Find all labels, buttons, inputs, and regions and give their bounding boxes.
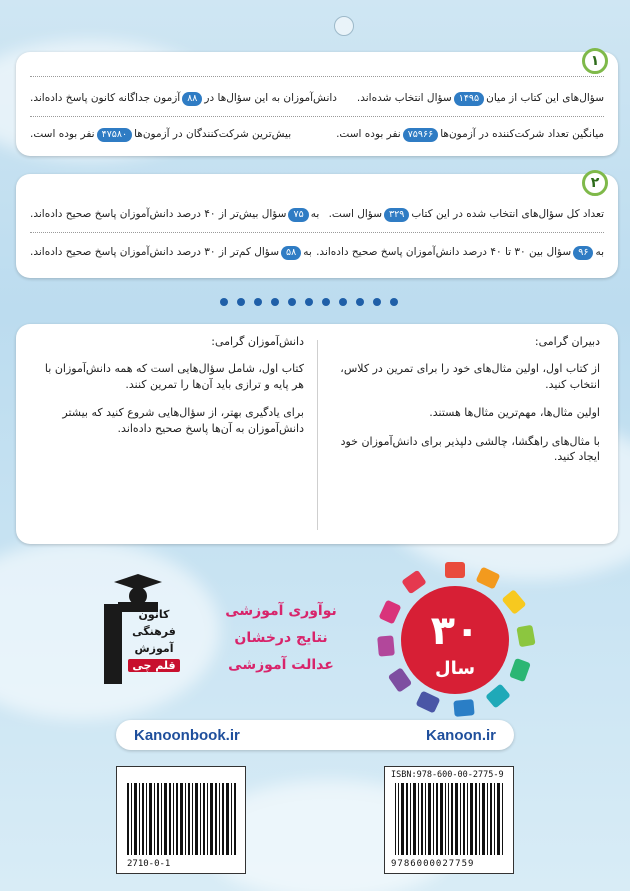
barcode-bars-icon [395,783,505,855]
kanoon-link[interactable]: Kanoon.ir [426,726,496,744]
internal-barcode [116,766,246,874]
stat-number-pill: ۹۶ [573,246,593,260]
slogan-line: نوآوری آموزشی [225,603,337,619]
logo-tag: قلم چی [128,659,179,672]
separator-dot [220,298,228,306]
binder-hole [334,16,354,36]
box-number-badge: ۲ [582,170,608,196]
separator-dot [339,298,347,306]
separator-dot [390,298,398,306]
stat-text: به۷۵سؤال بیش‌تر از ۴۰ درصد دانش‌آموزان پاسخ صحیح داده‌اند. [30,208,320,220]
slogan-line: عدالت آموزشی [228,657,334,673]
stat-text: دانش‌آموزان به این سؤال‌ها در۸۸آزمون جداگانه کانون پاسخ داده‌اند. [30,92,337,104]
stats-box-2 [16,174,618,278]
internal-code-text: 2710-0-1 [127,859,171,869]
students-paragraph: برای یادگیری بهتر، از سؤال‌هایی شروع کنید که بیشتر دانش‌آموزان به آن‌ها پاسخ صحیح داده‌اند. [62,406,304,435]
advice-panel [16,324,618,544]
ean-text: 9786000027759 [391,859,475,869]
stat-number-pill: ۷۵ [288,208,308,222]
students-column [34,334,304,449]
stat-number-pill: ۸۸ [182,92,202,106]
stat-number-pill: ۱۴۹۵ [454,92,484,106]
separator-dot [288,298,296,306]
barcode-bars-icon [127,783,237,855]
slogan-line: نتایج درخشان [234,630,328,646]
logo-line: کانون [138,608,170,621]
logo-text [126,606,182,674]
separator-dot [356,298,364,306]
stat-number-pill: ۳۲۹ [384,208,409,222]
kanoonbook-link[interactable]: Kanoonbook.ir [134,726,240,744]
teachers-paragraph: اولین مثال‌ها، مهم‌ترین مثال‌ها هستند. [429,406,600,420]
logo-line: فرهنگی [132,625,176,638]
logo-bar [104,604,122,684]
stat-text: میانگین تعداد شرکت‌کننده در آزمون‌ها۷۵۹۶۶نفر بوده است. [336,128,604,140]
stat-text: تعداد کل سؤال‌های انتخاب شده در این کتاب۳۲۹سؤال است. [328,208,604,220]
dotted-divider [30,232,604,233]
stats-row [30,128,604,142]
stat-text: به۹۶سؤال بین ۳۰ تا ۴۰ درصد دانش‌آموزان پاسخ صحیح داده‌اند. [316,246,604,258]
students-title: دانش‌آموزان گرامی: [211,335,304,348]
box-number-badge: ۱ [582,48,608,74]
separator-dot [237,298,245,306]
isbn-text: ISBN:978-600-00-2775-9 [391,770,504,780]
teachers-paragraph: از کتاب اول، اولین مثال‌های خود را برای تمرین در کلاس، انتخاب کنید. [340,362,600,391]
dots-separator [220,298,398,306]
stats-row [30,92,604,106]
stat-text: به۵۸سؤال کم‌تر از ۳۰ درصد دانش‌آموزان پاسخ صحیح داده‌اند. [30,246,312,258]
dotted-divider [30,76,604,77]
isbn-barcode [384,766,514,874]
stats-row [30,208,604,222]
anniversary-badge [370,560,540,720]
stat-text: بیش‌ترین شرکت‌کنندگان در آزمون‌ها۴۷۵۸۰نفر بوده است. [30,128,292,140]
separator-dot [305,298,313,306]
stats-box-1 [16,52,618,156]
separator-dot [373,298,381,306]
slogan [196,598,366,679]
url-bar [116,720,514,750]
dotted-divider [30,116,604,117]
teachers-paragraph: با مثال‌های راهگشا، چالشی دلپذیر برای دانش‌آموزان خود ایجاد کنید. [340,434,600,463]
column-divider [317,340,318,530]
stat-number-pill: ۷۵۹۶۶ [403,128,439,142]
students-paragraph: کتاب اول، شامل سؤال‌هایی است که همه دانش‌آموزان با هر پایه و ترازی باید آن‌ها را تمرین کنند. [44,362,304,391]
stats-row [30,246,604,260]
teachers-column [330,334,600,477]
teachers-title: دبیران گرامی: [534,335,600,348]
anniversary-number: ۳۰ [430,608,480,654]
stat-text: سؤال‌های این کتاب از میان۱۴۹۵سؤال انتخاب شده‌اند. [356,92,604,104]
logo-line: آموزش [134,642,174,655]
stat-number-pill: ۵۸ [281,246,301,260]
kanoon-logo [104,572,188,688]
separator-dot [271,298,279,306]
separator-dot [322,298,330,306]
anniversary-word: سال [434,658,476,679]
stat-number-pill: ۴۷۵۸۰ [97,128,133,142]
separator-dot [254,298,262,306]
